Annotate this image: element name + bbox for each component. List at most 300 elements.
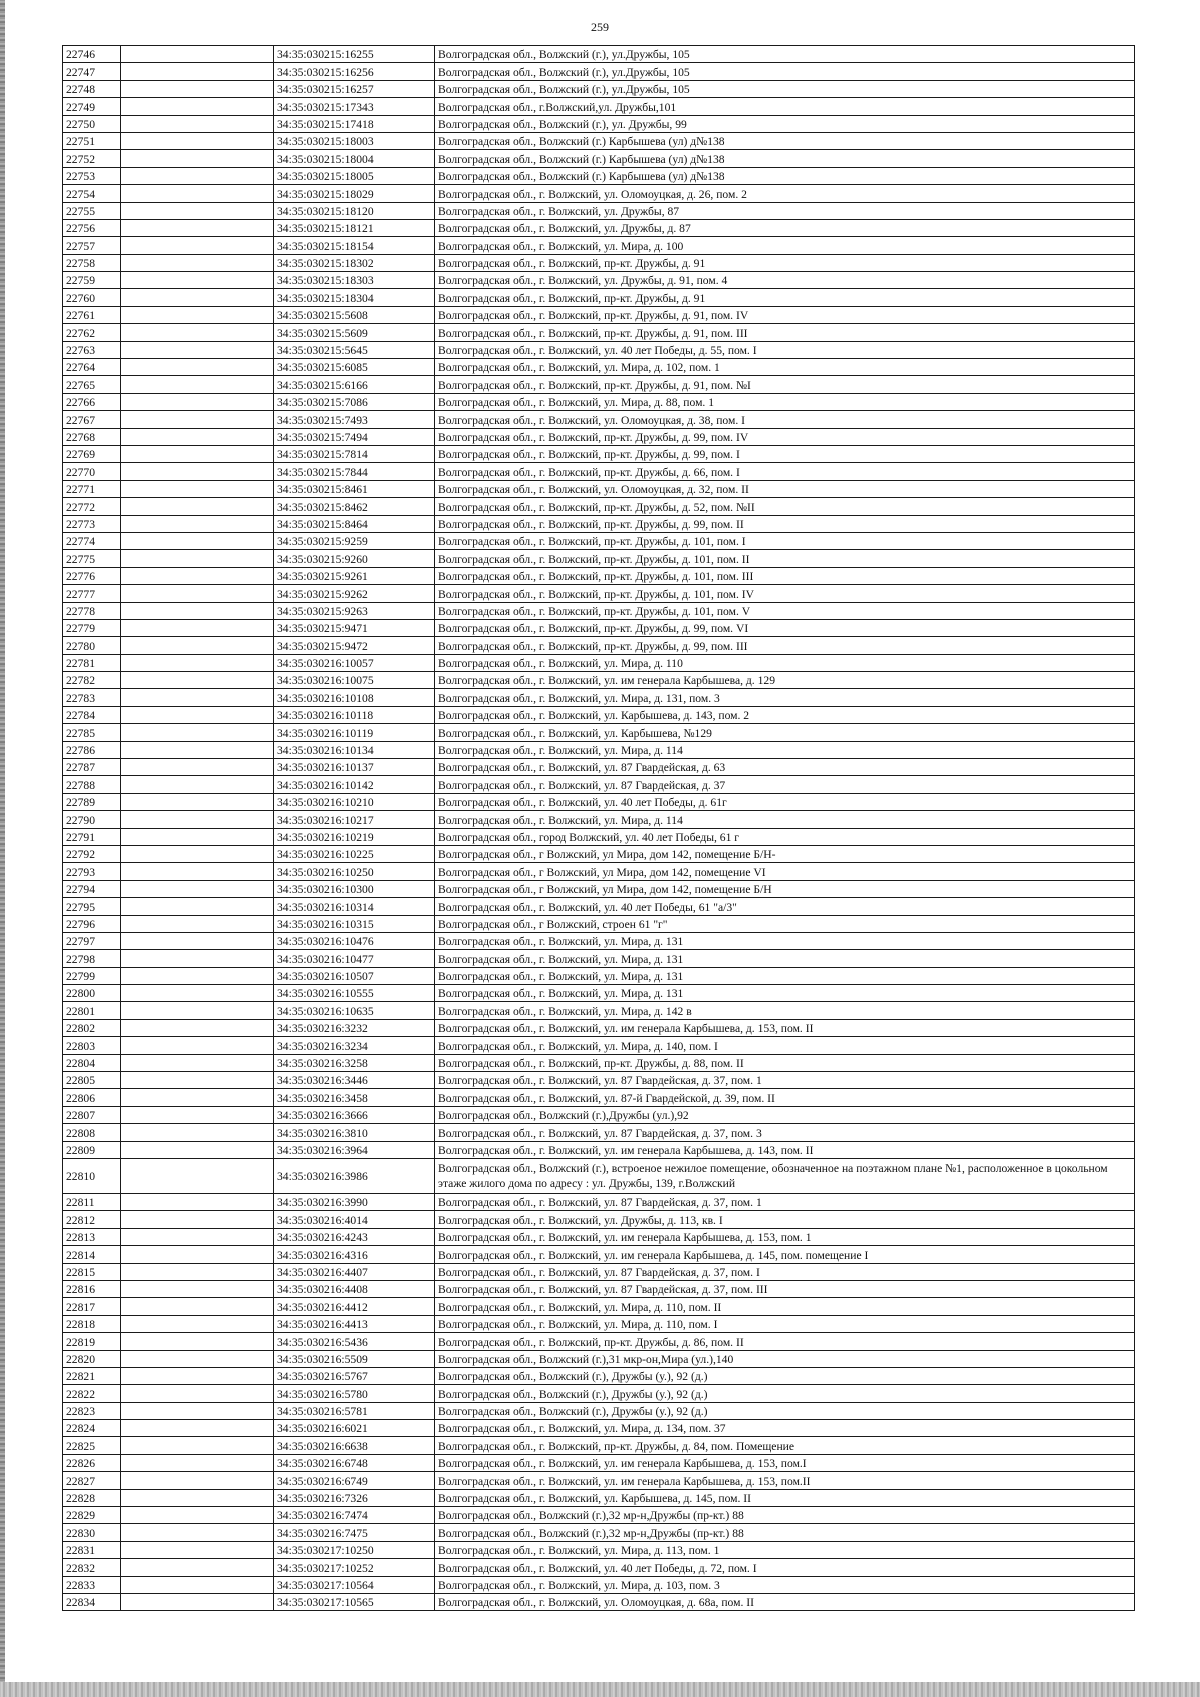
empty-cell xyxy=(121,689,274,706)
cadastral-number-cell: 34:35:030215:18154 xyxy=(274,237,435,254)
empty-cell xyxy=(121,376,274,393)
cadastral-number-cell: 34:35:030216:5780 xyxy=(274,1385,435,1402)
table-row xyxy=(63,150,1135,167)
empty-cell xyxy=(121,1541,274,1558)
empty-cell xyxy=(121,1263,274,1280)
cadastral-number-cell: 34:35:030215:9263 xyxy=(274,602,435,619)
address-cell: Волгоградская обл., г. Волжский, ул. Мира, д. 134, пом. 37 xyxy=(435,1420,1135,1437)
table-row xyxy=(63,46,1135,63)
empty-cell xyxy=(121,532,274,549)
table-row xyxy=(63,915,1135,932)
table-row xyxy=(63,1593,1135,1610)
table-row xyxy=(63,411,1135,428)
row-number-cell: 22796 xyxy=(63,915,121,932)
address-cell: Волгоградская обл., г. Волжский, ул. Карбышева, д. 145, пом. II xyxy=(435,1489,1135,1506)
empty-cell xyxy=(121,515,274,532)
empty-cell xyxy=(121,880,274,897)
cadastral-number-cell: 34:35:030215:9262 xyxy=(274,585,435,602)
cadastral-number-cell: 34:35:030215:18004 xyxy=(274,150,435,167)
address-cell: Волгоградская обл., г. Волжский, ул. Дружбы, 87 xyxy=(435,202,1135,219)
address-cell: Волгоградская обл., г. Волжский, ул. Мира, д. 102, пом. 1 xyxy=(435,359,1135,376)
address-cell: Волгоградская обл., г. Волжский, ул. Мира, д. 131 xyxy=(435,967,1135,984)
cadastral-number-cell: 34:35:030215:8462 xyxy=(274,498,435,515)
table-row xyxy=(63,985,1135,1002)
cadastral-number-cell: 34:35:030216:6021 xyxy=(274,1420,435,1437)
table-row xyxy=(63,1124,1135,1141)
cadastral-number-cell: 34:35:030215:8461 xyxy=(274,480,435,497)
row-number-cell: 22789 xyxy=(63,793,121,810)
address-cell: Волгоградская обл., г Волжский, ул Мира, дом 142, помещение Б/Н- xyxy=(435,845,1135,862)
empty-cell xyxy=(121,654,274,671)
address-cell: Волгоградская обл., г. Волжский, ул. Оломоуцкая, д. 26, пом. 2 xyxy=(435,185,1135,202)
row-number-cell: 22833 xyxy=(63,1576,121,1593)
empty-cell xyxy=(121,1576,274,1593)
row-number-cell: 22786 xyxy=(63,741,121,758)
table-row xyxy=(63,1263,1135,1280)
table-row xyxy=(63,1559,1135,1576)
cadastral-number-cell: 34:35:030216:10315 xyxy=(274,915,435,932)
cadastral-number-cell: 34:35:030216:3234 xyxy=(274,1037,435,1054)
cadastral-number-cell: 34:35:030215:18120 xyxy=(274,202,435,219)
empty-cell xyxy=(121,1002,274,1019)
empty-cell xyxy=(121,1194,274,1211)
table-row xyxy=(63,1350,1135,1367)
address-cell: Волгоградская обл., г. Волжский, ул. 40 лет Победы, д. 61г xyxy=(435,793,1135,810)
empty-cell xyxy=(121,1472,274,1489)
table-row xyxy=(63,1228,1135,1245)
address-cell: Волгоградская обл., г. Волжский, пр-кт. Дружбы, д. 88, пом. II xyxy=(435,1054,1135,1071)
cadastral-number-cell: 34:35:030216:10225 xyxy=(274,845,435,862)
cadastral-number-cell: 34:35:030216:4316 xyxy=(274,1246,435,1263)
row-number-cell: 22811 xyxy=(63,1194,121,1211)
empty-cell xyxy=(121,706,274,723)
table-row xyxy=(63,741,1135,758)
cadastral-number-cell: 34:35:030216:3986 xyxy=(274,1159,435,1194)
empty-cell xyxy=(121,950,274,967)
table-row xyxy=(63,445,1135,462)
table-row xyxy=(63,880,1135,897)
cadastral-number-cell: 34:35:030216:10477 xyxy=(274,950,435,967)
empty-cell xyxy=(121,1159,274,1194)
row-number-cell: 22760 xyxy=(63,289,121,306)
empty-cell xyxy=(121,237,274,254)
row-number-cell: 22793 xyxy=(63,863,121,880)
table-row xyxy=(63,602,1135,619)
row-number-cell: 22795 xyxy=(63,898,121,915)
empty-cell xyxy=(121,898,274,915)
address-cell: Волгоградская обл., г. Волжский, ул. 87 Гвардейская, д. 37, пом. 1 xyxy=(435,1194,1135,1211)
empty-cell xyxy=(121,1350,274,1367)
address-cell: Волгоградская обл., г. Волжский, пр-кт. Дружбы, д. 99, пом. III xyxy=(435,637,1135,654)
row-number-cell: 22802 xyxy=(63,1019,121,1036)
table-row xyxy=(63,585,1135,602)
table-row xyxy=(63,1333,1135,1350)
empty-cell xyxy=(121,1559,274,1576)
cadastral-number-cell: 34:35:030216:3446 xyxy=(274,1072,435,1089)
address-cell: Волгоградская обл., г. Волжский, ул. 87 Гвардейская, д. 37 xyxy=(435,776,1135,793)
row-number-cell: 22813 xyxy=(63,1228,121,1245)
address-cell: Волгоградская обл., г. Волжский, ул. 87 Гвардейская, д. 37, пом. III xyxy=(435,1280,1135,1297)
scan-edge-bottom xyxy=(0,1682,1200,1697)
table-row xyxy=(63,654,1135,671)
cadastral-number-cell: 34:35:030216:10219 xyxy=(274,828,435,845)
address-cell: Волгоградская обл., г. Волжский, пр-кт. Дружбы, д. 101, пом. II xyxy=(435,550,1135,567)
row-number-cell: 22750 xyxy=(63,115,121,132)
empty-cell xyxy=(121,1228,274,1245)
row-number-cell: 22817 xyxy=(63,1298,121,1315)
address-cell: Волгоградская обл., г. Волжский, пр-кт. Дружбы, д. 91 xyxy=(435,289,1135,306)
address-cell: Волгоградская обл., г. Волжский, пр-кт. Дружбы, д. 84, пом. Помещение xyxy=(435,1437,1135,1454)
cadastral-number-cell: 34:35:030215:7086 xyxy=(274,393,435,410)
cadastral-number-cell: 34:35:030216:7475 xyxy=(274,1524,435,1541)
row-number-cell: 22759 xyxy=(63,272,121,289)
row-number-cell: 22748 xyxy=(63,80,121,97)
row-number-cell: 22818 xyxy=(63,1315,121,1332)
address-cell: Волгоградская обл., г. Волжский, пр-кт. Дружбы, д. 91, пом. III xyxy=(435,324,1135,341)
empty-cell xyxy=(121,793,274,810)
table-row xyxy=(63,759,1135,776)
cadastral-number-cell: 34:35:030215:18303 xyxy=(274,272,435,289)
empty-cell xyxy=(121,672,274,689)
row-number-cell: 22822 xyxy=(63,1385,121,1402)
empty-cell xyxy=(121,80,274,97)
address-cell: Волгоградская обл., г. Волжский, ул. Мира, д. 142 в xyxy=(435,1002,1135,1019)
address-cell: Волгоградская обл., г. Волжский, ул. 87-й Гвардейской, д. 39, пом. II xyxy=(435,1089,1135,1106)
cadastral-number-cell: 34:35:030216:10137 xyxy=(274,759,435,776)
cadastral-number-cell: 34:35:030215:16257 xyxy=(274,80,435,97)
table-row xyxy=(63,672,1135,689)
table-row xyxy=(63,550,1135,567)
address-cell: Волгоградская обл., г. Волжский, ул. Мира, д. 103, пом. 3 xyxy=(435,1576,1135,1593)
empty-cell xyxy=(121,480,274,497)
empty-cell xyxy=(121,1298,274,1315)
address-cell: Волгоградская обл., г. Волжский, ул. Мира, д. 114 xyxy=(435,741,1135,758)
table-row xyxy=(63,1089,1135,1106)
address-cell: Волгоградская обл., Волжский (г.) Карбышева (ул) д№138 xyxy=(435,167,1135,184)
address-cell: Волгоградская обл., г. Волжский, ул. Мира, д. 140, пом. I xyxy=(435,1037,1135,1054)
cadastral-number-cell: 34:35:030216:10507 xyxy=(274,967,435,984)
row-number-cell: 22763 xyxy=(63,341,121,358)
cadastral-number-cell: 34:35:030215:6085 xyxy=(274,359,435,376)
table-row xyxy=(63,463,1135,480)
empty-cell xyxy=(121,1124,274,1141)
row-number-cell: 22780 xyxy=(63,637,121,654)
address-cell: Волгоградская обл., Волжский (г.), Дружбы (у.), 92 (д.) xyxy=(435,1402,1135,1419)
table-row xyxy=(63,1054,1135,1071)
address-cell: Волгоградская обл., г. Волжский, пр-кт. Дружбы, д. 101, пом. IV xyxy=(435,585,1135,602)
row-number-cell: 22785 xyxy=(63,724,121,741)
address-cell: Волгоградская обл., г. Волжский, ул. Мира, д. 131, пом. 3 xyxy=(435,689,1135,706)
address-cell: Волгоградская обл., г. Волжский, пр-кт. Дружбы, д. 99, пом. II xyxy=(435,515,1135,532)
cadastral-number-cell: 34:35:030215:17343 xyxy=(274,98,435,115)
address-cell: Волгоградская обл., Волжский (г.),32 мр-н,Дружбы (пр-кт.) 88 xyxy=(435,1507,1135,1524)
row-number-cell: 22820 xyxy=(63,1350,121,1367)
table-row xyxy=(63,515,1135,532)
registry-table-container xyxy=(62,45,1135,1611)
cadastral-number-cell: 34:35:030215:17418 xyxy=(274,115,435,132)
empty-cell xyxy=(121,393,274,410)
empty-cell xyxy=(121,1593,274,1610)
cadastral-number-cell: 34:35:030215:16255 xyxy=(274,46,435,63)
table-row xyxy=(63,811,1135,828)
address-cell: Волгоградская обл., г. Волжский, пр-кт. Дружбы, д. 66, пом. I xyxy=(435,463,1135,480)
empty-cell xyxy=(121,863,274,880)
cadastral-number-cell: 34:35:030216:10300 xyxy=(274,880,435,897)
empty-cell xyxy=(121,1367,274,1384)
address-cell: Волгоградская обл., г. Волжский, ул. Оломоуцкая, д. 32, пом. II xyxy=(435,480,1135,497)
table-row xyxy=(63,132,1135,149)
table-row xyxy=(63,793,1135,810)
table-row xyxy=(63,1420,1135,1437)
cadastral-number-cell: 34:35:030216:10108 xyxy=(274,689,435,706)
table-row xyxy=(63,98,1135,115)
address-cell: Волгоградская обл., Волжский (г.), ул.Дружбы, 105 xyxy=(435,80,1135,97)
address-cell: Волгоградская обл., г. Волжский, пр-кт. Дружбы, д. 101, пом. III xyxy=(435,567,1135,584)
address-cell: Волгоградская обл., г. Волжский, пр-кт. Дружбы, д. 86, пом. II xyxy=(435,1333,1135,1350)
empty-cell xyxy=(121,324,274,341)
empty-cell xyxy=(121,1019,274,1036)
row-number-cell: 22751 xyxy=(63,132,121,149)
table-row xyxy=(63,1489,1135,1506)
cadastral-number-cell: 34:35:030215:9259 xyxy=(274,532,435,549)
cadastral-number-cell: 34:35:030216:4014 xyxy=(274,1211,435,1228)
row-number-cell: 22805 xyxy=(63,1072,121,1089)
address-cell: Волгоградская обл., г. Волжский, ул. 40 лет Победы, д. 72, пом. I xyxy=(435,1559,1135,1576)
row-number-cell: 22830 xyxy=(63,1524,121,1541)
address-cell: Волгоградская обл., Волжский (г.), Дружбы (у.), 92 (д.) xyxy=(435,1367,1135,1384)
row-number-cell: 22824 xyxy=(63,1420,121,1437)
cadastral-number-cell: 34:35:030217:10564 xyxy=(274,1576,435,1593)
empty-cell xyxy=(121,1507,274,1524)
empty-cell xyxy=(121,1246,274,1263)
row-number-cell: 22799 xyxy=(63,967,121,984)
row-number-cell: 22804 xyxy=(63,1054,121,1071)
cadastral-number-cell: 34:35:030215:18029 xyxy=(274,185,435,202)
address-cell: Волгоградская обл., г. Волжский, ул. Мира, д. 100 xyxy=(435,237,1135,254)
address-cell: Волгоградская обл., г. Волжский, ул. Карбышева, №129 xyxy=(435,724,1135,741)
empty-cell xyxy=(121,1211,274,1228)
address-cell: Волгоградская обл., Волжский (г.), ул.Дружбы, 105 xyxy=(435,63,1135,80)
table-row xyxy=(63,185,1135,202)
table-row xyxy=(63,393,1135,410)
address-cell: Волгоградская обл., г.Волжский,ул. Дружбы,101 xyxy=(435,98,1135,115)
address-cell: Волгоградская обл., г. Волжский, ул. 87 Гвардейская, д. 63 xyxy=(435,759,1135,776)
empty-cell xyxy=(121,1437,274,1454)
table-row xyxy=(63,724,1135,741)
row-number-cell: 22768 xyxy=(63,428,121,445)
cadastral-number-cell: 34:35:030216:10075 xyxy=(274,672,435,689)
table-row xyxy=(63,1002,1135,1019)
empty-cell xyxy=(121,1089,274,1106)
row-number-cell: 22781 xyxy=(63,654,121,671)
address-cell: Волгоградская обл., г. Волжский, ул. Мира, д. 88, пом. 1 xyxy=(435,393,1135,410)
cadastral-number-cell: 34:35:030215:18003 xyxy=(274,132,435,149)
cadastral-number-cell: 34:35:030216:10118 xyxy=(274,706,435,723)
cadastral-number-cell: 34:35:030215:9471 xyxy=(274,619,435,636)
cadastral-number-cell: 34:35:030215:7494 xyxy=(274,428,435,445)
scan-edge-left xyxy=(0,0,5,1697)
address-cell: Волгоградская обл., г. Волжский, ул. Дружбы, д. 87 xyxy=(435,219,1135,236)
table-row xyxy=(63,1541,1135,1558)
table-row xyxy=(63,863,1135,880)
table-row xyxy=(63,63,1135,80)
row-number-cell: 22761 xyxy=(63,306,121,323)
empty-cell xyxy=(121,828,274,845)
table-row xyxy=(63,619,1135,636)
row-number-cell: 22809 xyxy=(63,1141,121,1158)
address-cell: Волгоградская обл., г. Волжский, ул. Мира, д. 131 xyxy=(435,985,1135,1002)
address-cell: Волгоградская обл., г. Волжский, ул. 87 Гвардейская, д. 37, пом. 3 xyxy=(435,1124,1135,1141)
row-number-cell: 22806 xyxy=(63,1089,121,1106)
empty-cell xyxy=(121,724,274,741)
table-row xyxy=(63,932,1135,949)
table-row xyxy=(63,1037,1135,1054)
table-row xyxy=(63,637,1135,654)
row-number-cell: 22788 xyxy=(63,776,121,793)
cadastral-number-cell: 34:35:030216:3258 xyxy=(274,1054,435,1071)
address-cell: Волгоградская обл., г. Волжский, пр-кт. Дружбы, д. 101, пом. V xyxy=(435,602,1135,619)
address-cell: Волгоградская обл., г Волжский, ул Мира, дом 142, помещение VI xyxy=(435,863,1135,880)
row-number-cell: 22755 xyxy=(63,202,121,219)
row-number-cell: 22832 xyxy=(63,1559,121,1576)
empty-cell xyxy=(121,132,274,149)
cadastral-number-cell: 34:35:030216:3990 xyxy=(274,1194,435,1211)
cadastral-number-cell: 34:35:030216:5509 xyxy=(274,1350,435,1367)
cadastral-number-cell: 34:35:030215:18304 xyxy=(274,289,435,306)
cadastral-number-cell: 34:35:030216:3810 xyxy=(274,1124,435,1141)
cadastral-number-cell: 34:35:030216:4408 xyxy=(274,1280,435,1297)
cadastral-number-cell: 34:35:030215:16256 xyxy=(274,63,435,80)
row-number-cell: 22773 xyxy=(63,515,121,532)
row-number-cell: 22783 xyxy=(63,689,121,706)
empty-cell xyxy=(121,254,274,271)
table-row xyxy=(63,219,1135,236)
empty-cell xyxy=(121,411,274,428)
address-cell: Волгоградская обл., г Волжский, строен 61 "г" xyxy=(435,915,1135,932)
cadastral-number-cell: 34:35:030215:5609 xyxy=(274,324,435,341)
address-cell: Волгоградская обл., г. Волжский, ул. им генерала Карбышева, д. 153, пом.II xyxy=(435,1472,1135,1489)
address-cell: Волгоградская обл., Волжский (г.), ул.Дружбы, 105 xyxy=(435,46,1135,63)
cadastral-number-cell: 34:35:030216:4413 xyxy=(274,1315,435,1332)
table-row xyxy=(63,237,1135,254)
cadastral-number-cell: 34:35:030216:5767 xyxy=(274,1367,435,1384)
row-number-cell: 22784 xyxy=(63,706,121,723)
address-cell: Волгоградская обл., г. Волжский, ул. им генерала Карбышева, д. 145, пом. помещение I xyxy=(435,1246,1135,1263)
address-cell: Волгоградская обл., Волжский (г.),Дружбы (ул.),92 xyxy=(435,1106,1135,1123)
row-number-cell: 22826 xyxy=(63,1454,121,1471)
table-row xyxy=(63,359,1135,376)
cadastral-number-cell: 34:35:030215:6166 xyxy=(274,376,435,393)
cadastral-number-cell: 34:35:030216:10250 xyxy=(274,863,435,880)
row-number-cell: 22791 xyxy=(63,828,121,845)
cadastral-number-cell: 34:35:030215:7844 xyxy=(274,463,435,480)
address-cell: Волгоградская обл., г. Волжский, пр-кт. Дружбы, д. 99, пом. IV xyxy=(435,428,1135,445)
empty-cell xyxy=(121,1524,274,1541)
row-number-cell: 22754 xyxy=(63,185,121,202)
cadastral-number-cell: 34:35:030216:3666 xyxy=(274,1106,435,1123)
address-cell: Волгоградская обл., г. Волжский, ул. Оломоуцкая, д. 38, пом. I xyxy=(435,411,1135,428)
empty-cell xyxy=(121,1315,274,1332)
cadastral-number-cell: 34:35:030215:8464 xyxy=(274,515,435,532)
address-cell: Волгоградская обл., г. Волжский, ул. Оломоуцкая, д. 68а, пом. II xyxy=(435,1593,1135,1610)
cadastral-number-cell: 34:35:030216:6749 xyxy=(274,1472,435,1489)
empty-cell xyxy=(121,1072,274,1089)
address-cell: Волгоградская обл., г. Волжский, пр-кт. Дружбы, д. 101, пом. I xyxy=(435,532,1135,549)
cadastral-number-cell: 34:35:030216:10555 xyxy=(274,985,435,1002)
table-row xyxy=(63,845,1135,862)
address-cell: Волгоградская обл., г. Волжский, ул. Карбышева, д. 143, пом. 2 xyxy=(435,706,1135,723)
table-row xyxy=(63,428,1135,445)
address-cell: Волгоградская обл., город Волжский, ул. 40 лет Победы, 61 г xyxy=(435,828,1135,845)
page-number: 259 xyxy=(591,20,609,34)
cadastral-number-cell: 34:35:030216:10142 xyxy=(274,776,435,793)
row-number-cell: 22770 xyxy=(63,463,121,480)
cadastral-number-cell: 34:35:030216:10314 xyxy=(274,898,435,915)
table-row xyxy=(63,167,1135,184)
table-row xyxy=(63,1019,1135,1036)
address-cell: Волгоградская обл., г. Волжский, ул. им генерала Карбышева, д. 153, пом.I xyxy=(435,1454,1135,1471)
cadastral-number-cell: 34:35:030215:9261 xyxy=(274,567,435,584)
row-number-cell: 22803 xyxy=(63,1037,121,1054)
empty-cell xyxy=(121,759,274,776)
address-cell: Волгоградская обл., г. Волжский, ул. Мира, д. 131 xyxy=(435,950,1135,967)
row-number-cell: 22823 xyxy=(63,1402,121,1419)
empty-cell xyxy=(121,359,274,376)
row-number-cell: 22775 xyxy=(63,550,121,567)
row-number-cell: 22746 xyxy=(63,46,121,63)
table-row xyxy=(63,1367,1135,1384)
table-row xyxy=(63,1315,1135,1332)
empty-cell xyxy=(121,915,274,932)
cadastral-number-cell: 34:35:030216:3232 xyxy=(274,1019,435,1036)
row-number-cell: 22769 xyxy=(63,445,121,462)
cadastral-number-cell: 34:35:030216:5781 xyxy=(274,1402,435,1419)
address-cell: Волгоградская обл., г. Волжский, ул. 40 лет Победы, 61 "а/3" xyxy=(435,898,1135,915)
row-number-cell: 22819 xyxy=(63,1333,121,1350)
empty-cell xyxy=(121,932,274,949)
address-cell: Волгоградская обл., г. Волжский, ул. Мира, д. 113, пом. 1 xyxy=(435,1541,1135,1558)
empty-cell xyxy=(121,845,274,862)
empty-cell xyxy=(121,63,274,80)
row-number-cell: 22774 xyxy=(63,532,121,549)
cadastral-number-cell: 34:35:030216:7326 xyxy=(274,1489,435,1506)
row-number-cell: 22757 xyxy=(63,237,121,254)
row-number-cell: 22778 xyxy=(63,602,121,619)
cadastral-number-cell: 34:35:030216:7474 xyxy=(274,1507,435,1524)
cadastral-number-cell: 34:35:030216:5436 xyxy=(274,1333,435,1350)
empty-cell xyxy=(121,428,274,445)
cadastral-number-cell: 34:35:030215:18121 xyxy=(274,219,435,236)
address-cell: Волгоградская обл., Волжский (г.) Карбышева (ул) д№138 xyxy=(435,132,1135,149)
row-number-cell: 22787 xyxy=(63,759,121,776)
row-number-cell: 22812 xyxy=(63,1211,121,1228)
row-number-cell: 22828 xyxy=(63,1489,121,1506)
registry-table xyxy=(62,45,1135,1611)
address-cell: Волгоградская обл., Волжский (г.),32 мр-н,Дружбы (пр-кт.) 88 xyxy=(435,1524,1135,1541)
empty-cell xyxy=(121,1333,274,1350)
cadastral-number-cell: 34:35:030216:4407 xyxy=(274,1263,435,1280)
address-cell: Волгоградская обл., г. Волжский, пр-кт. Дружбы, д. 91, пом. №I xyxy=(435,376,1135,393)
row-number-cell: 22756 xyxy=(63,219,121,236)
table-row xyxy=(63,272,1135,289)
empty-cell xyxy=(121,567,274,584)
row-number-cell: 22834 xyxy=(63,1593,121,1610)
cadastral-number-cell: 34:35:030216:10134 xyxy=(274,741,435,758)
row-number-cell: 22801 xyxy=(63,1002,121,1019)
address-cell: Волгоградская обл., Волжский (г.),31 мкр-он,Мира (ул.),140 xyxy=(435,1350,1135,1367)
table-row xyxy=(63,341,1135,358)
row-number-cell: 22777 xyxy=(63,585,121,602)
